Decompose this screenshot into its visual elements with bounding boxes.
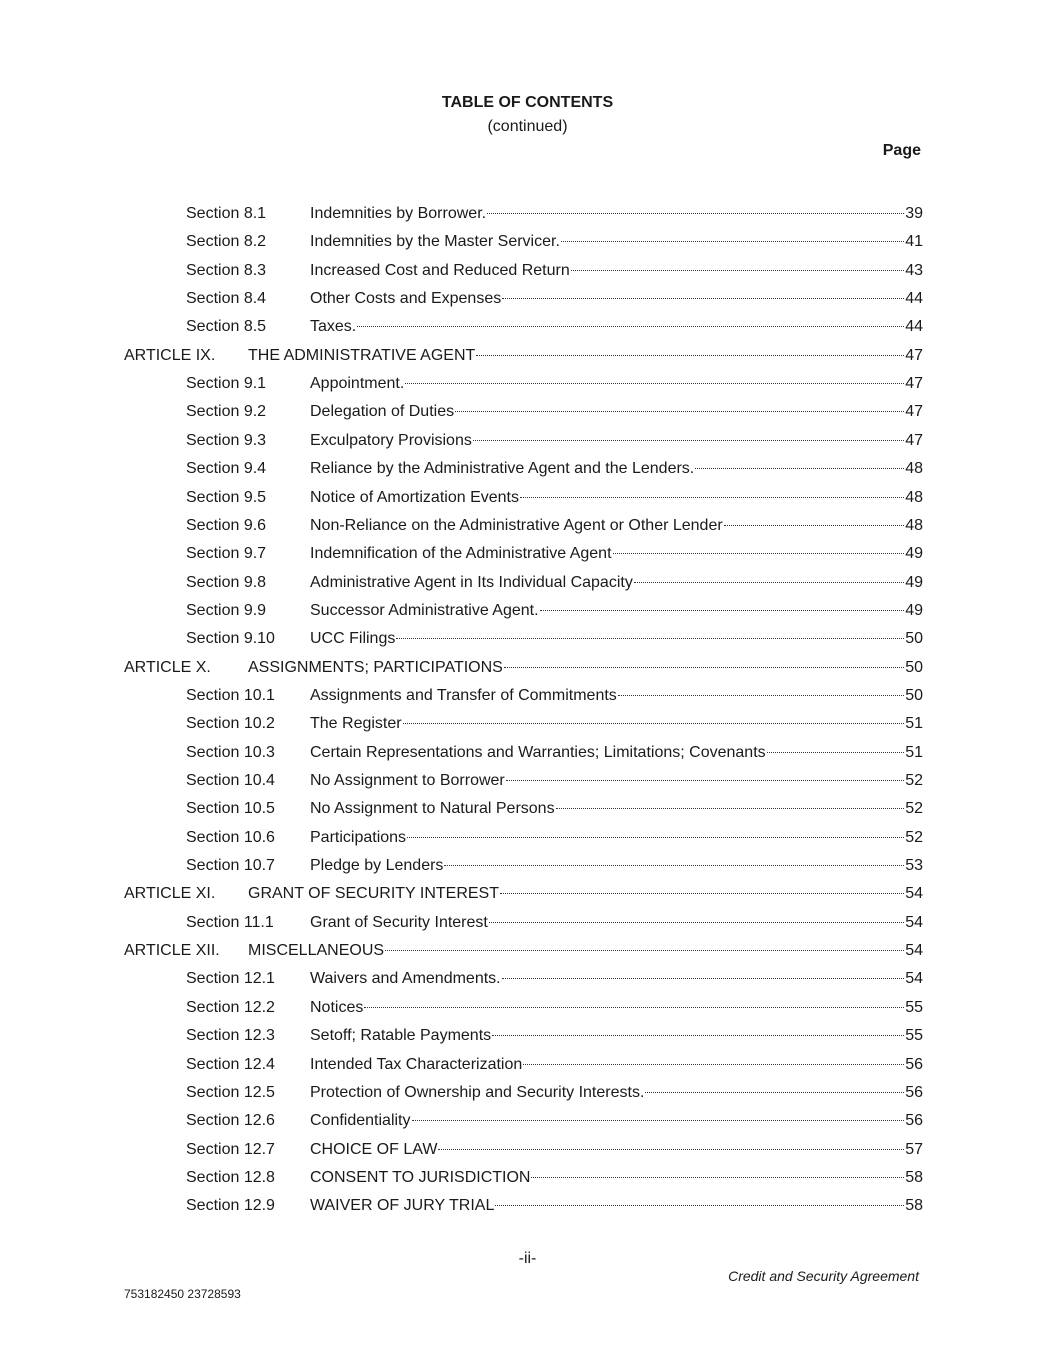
toc-entry-page: 47 (905, 431, 923, 449)
toc-entry-page: 54 (905, 970, 923, 988)
toc-section-row[interactable] (186, 398, 923, 426)
dot-leader (487, 213, 904, 214)
toc-entry-page: 47 (905, 375, 923, 393)
dot-leader (438, 1149, 904, 1150)
toc-section-row[interactable] (186, 597, 923, 625)
toc-entry-number: Section 12.1 (186, 970, 275, 988)
toc-entry-page: 50 (905, 658, 923, 676)
dot-leader (540, 610, 905, 611)
toc-section-row[interactable] (186, 767, 923, 795)
toc-section-row[interactable] (186, 370, 923, 398)
dot-leader (500, 893, 904, 894)
dot-leader (396, 638, 904, 639)
dot-leader (645, 1092, 904, 1093)
dot-leader (403, 723, 905, 724)
toc-entry-title: Indemnities by Borrower. (310, 205, 487, 222)
toc-entry-page: 54 (905, 885, 923, 903)
dot-leader (724, 525, 905, 526)
toc-entry-title: Exculpatory Provisions (310, 431, 472, 449)
toc-entry-title: Grant of Security Interest (310, 913, 488, 931)
dot-leader (455, 411, 904, 412)
toc-entry-number: Section 9.10 (186, 630, 275, 648)
toc-section-row[interactable] (186, 909, 923, 937)
toc-entry-page: 49 (905, 573, 923, 591)
toc-entry-page: 48 (905, 516, 923, 534)
toc-entry-number: Section 12.9 (186, 1197, 275, 1215)
toc-entry-page: 55 (905, 1027, 923, 1045)
toc-entry-number: Section 12.5 (186, 1083, 275, 1101)
toc-entry-number: Section 8.2 (186, 233, 267, 251)
toc-section-row[interactable] (186, 427, 923, 455)
footer-document-title: Credit and Security Agreement (728, 1268, 919, 1284)
toc-section-row[interactable] (186, 795, 923, 823)
toc-entry-title: Assignments and Transfer of Commitments (310, 686, 617, 704)
toc-section-row[interactable] (186, 739, 923, 767)
dot-leader (444, 865, 904, 866)
toc-section-row[interactable] (186, 682, 923, 710)
toc-section-row[interactable] (186, 994, 923, 1022)
toc-entry-number: Section 12.2 (186, 998, 275, 1016)
toc-entry-page: 53 (905, 857, 923, 875)
toc-entry-page: 48 (905, 488, 923, 506)
toc-article-row[interactable] (124, 654, 923, 682)
toc-entry-page: 56 (905, 1083, 923, 1101)
toc-entry-title: Waivers and Amendments. (310, 970, 501, 988)
toc-entry-page: 56 (905, 1112, 923, 1130)
dot-leader (520, 497, 904, 498)
dot-leader (506, 780, 904, 781)
toc-entry-page: 49 (905, 545, 923, 563)
toc-entry-title: Other Costs and Expenses (310, 290, 502, 308)
toc-entry-page: 50 (905, 630, 923, 648)
toc-section-row[interactable] (186, 512, 923, 540)
toc-entry-number: Section 9.7 (186, 545, 267, 563)
toc-entry-page: 50 (905, 686, 923, 704)
toc-entry-page: 57 (905, 1140, 923, 1158)
toc-entry-number: Section 9.9 (186, 601, 267, 619)
toc-entry-title: WAIVER OF JURY TRIAL (310, 1197, 495, 1215)
toc-entry-number: Section 12.3 (186, 1027, 275, 1045)
toc-entry-title: CHOICE OF LAW (310, 1140, 438, 1158)
toc-entry-page: 44 (905, 290, 923, 308)
dot-leader (407, 837, 904, 838)
toc-entry-title: MISCELLANEOUS (248, 942, 385, 960)
dot-leader (556, 808, 905, 809)
dot-leader (502, 298, 904, 299)
toc-section-row[interactable] (186, 484, 923, 512)
toc-article-row[interactable] (124, 937, 923, 965)
toc-entry-title: Notices (310, 998, 364, 1016)
toc-entry-number: Section 8.1 (186, 205, 267, 222)
toc-entry-page: 58 (905, 1168, 923, 1186)
toc-entry-number: Section 10.1 (186, 686, 275, 704)
toc-entry-title: Pledge by Lenders (310, 857, 444, 875)
dot-leader (613, 553, 905, 554)
toc-entry-number: Section 12.6 (186, 1112, 275, 1130)
toc-entry-title: THE ADMINISTRATIVE AGENT (248, 346, 476, 364)
toc-entry-number: Section 8.3 (186, 261, 267, 279)
toc-entry-number: Section 10.7 (186, 857, 275, 875)
toc-entry-number: Section 9.4 (186, 460, 267, 478)
toc-section-row[interactable] (186, 569, 923, 597)
toc-entry-page: 54 (905, 913, 923, 931)
dot-leader (405, 383, 904, 384)
toc-entry-title: Certain Representations and Warranties; Limitations; Covenants (310, 743, 766, 761)
toc-section-row[interactable] (186, 455, 923, 483)
dot-leader (504, 667, 904, 668)
toc-section-row[interactable] (186, 1136, 923, 1164)
toc-section-row[interactable] (186, 1022, 923, 1050)
toc-entry-number: ARTICLE IX. (124, 346, 216, 364)
toc-section-row[interactable] (186, 852, 923, 880)
toc-entry-title: Non-Reliance on the Administrative Agent or Other Lender (310, 516, 723, 534)
toc-entry-title: ASSIGNMENTS; PARTICIPATIONS (248, 658, 503, 676)
dot-leader (523, 1064, 904, 1065)
toc-entry-page: 52 (905, 772, 923, 789)
dot-leader (492, 1035, 904, 1036)
toc-entry-page: 47 (905, 403, 923, 421)
toc-section-row[interactable] (186, 228, 923, 256)
toc-section-row[interactable] (186, 965, 923, 993)
dot-leader (571, 270, 904, 271)
toc-entry-title: Confidentiality (310, 1112, 411, 1130)
toc-entry-number: Section 9.8 (186, 573, 267, 591)
toc-entry-number: Section 12.8 (186, 1168, 275, 1186)
dot-leader (531, 1177, 904, 1178)
toc-entry-title: Notice of Amortization Events (310, 488, 519, 506)
toc-entry-page: 43 (905, 261, 923, 279)
toc-entry-page: 49 (905, 601, 923, 619)
toc-entry-title: Appointment. (310, 375, 405, 393)
toc-entry-title: Indemnities by the Master Servicer. (310, 233, 560, 251)
dot-leader (357, 326, 904, 327)
toc-section-row[interactable] (186, 1079, 923, 1107)
toc-section-row[interactable] (186, 540, 923, 568)
toc-entry-title: Administrative Agent in Its Individual Capacity (310, 573, 633, 591)
toc-entry-title: Taxes. (310, 318, 357, 336)
toc-section-row[interactable] (186, 1164, 923, 1192)
toc-entry-number: Section 8.5 (186, 318, 267, 336)
toc-entry-number: Section 12.7 (186, 1140, 275, 1158)
toc-entry-number: Section 11.1 (186, 913, 274, 931)
dot-leader (695, 468, 904, 469)
dot-leader (476, 355, 904, 356)
page-column-header: Page (882, 142, 921, 159)
toc-entry-number: Section 10.2 (186, 715, 275, 733)
toc-section-row[interactable] (186, 313, 923, 341)
toc-article-row[interactable] (124, 880, 923, 908)
toc-entry-title: Increased Cost and Reduced Return (310, 261, 570, 279)
toc-entry-title: Delegation of Duties (310, 403, 455, 421)
dot-leader (473, 440, 904, 441)
toc-entry-number: Section 10.6 (186, 828, 275, 846)
toc-section-row[interactable] (186, 285, 923, 313)
toc-entry-number: Section 9.6 (186, 516, 267, 534)
toc-entry-page: 39 (905, 205, 923, 222)
toc-entry-page: 48 (905, 460, 923, 478)
toc-entry-number: Section 8.4 (186, 290, 267, 308)
toc-entry-title: CONSENT TO JURISDICTION (310, 1168, 531, 1186)
toc-section-row[interactable] (186, 1192, 923, 1220)
toc-entry-title: GRANT OF SECURITY INTEREST (248, 885, 499, 903)
toc-entry-number: ARTICLE XI. (124, 885, 216, 903)
toc-entry-title: Indemnification of the Administrative Agent (310, 545, 612, 563)
toc-entry-page: 44 (905, 318, 923, 336)
toc-entry-number: ARTICLE X. (124, 658, 211, 676)
toc-entry-number: Section 10.4 (186, 772, 275, 789)
dot-leader (495, 1205, 904, 1206)
toc-entry-page: 51 (905, 743, 923, 761)
toc-entry-title: Reliance by the Administrative Agent and the Lenders. (310, 460, 695, 478)
dot-leader (767, 752, 905, 753)
toc-section-row[interactable] (186, 625, 923, 653)
toc-entry-page: 54 (905, 942, 923, 960)
dot-leader (502, 978, 905, 979)
toc-entry-page: 52 (905, 800, 923, 818)
toc-entry-title: No Assignment to Borrower (310, 772, 505, 789)
dot-leader (634, 582, 904, 583)
toc-entry-title: The Register (310, 715, 402, 733)
toc-entry-number: Section 9.3 (186, 431, 267, 449)
dot-leader (618, 695, 904, 696)
toc-article-row[interactable] (124, 342, 923, 370)
toc-section-row[interactable] (186, 824, 923, 852)
toc-entry-title: Participations (310, 828, 407, 846)
toc-entry-number: Section 9.5 (186, 488, 267, 506)
toc-entry-page: 51 (905, 715, 923, 733)
toc-entry-title: Setoff; Ratable Payments (310, 1027, 492, 1045)
dot-leader (561, 241, 904, 242)
dot-leader (364, 1007, 904, 1008)
footer-doc-id: 753182450 23728593 (124, 1287, 241, 1301)
toc-section-row[interactable] (186, 1107, 923, 1135)
toc-entry-number: Section 10.5 (186, 800, 275, 818)
dot-leader (489, 922, 904, 923)
toc-entry-number: ARTICLE XII. (124, 942, 220, 960)
footer-page-number: -ii- (518, 1250, 537, 1267)
toc-entry-title: Protection of Ownership and Security Interests. (310, 1083, 645, 1101)
toc-section-row[interactable] (186, 710, 923, 738)
toc-entry-page: 52 (905, 828, 923, 846)
toc-entry-page: 47 (905, 346, 923, 364)
toc-title: TABLE OF CONTENTS (441, 94, 614, 111)
toc-entry-page: 55 (905, 998, 923, 1016)
dot-leader (412, 1120, 905, 1121)
toc-entry-number: Section 12.4 (186, 1055, 275, 1073)
toc-entry-number: Section 9.1 (186, 375, 267, 393)
toc-entry-page: 58 (905, 1197, 923, 1215)
toc-entry-title: Successor Administrative Agent. (310, 601, 539, 619)
toc-entry-title: UCC Filings (310, 630, 396, 648)
toc-section-row[interactable] (186, 257, 923, 285)
toc-section-row[interactable] (186, 200, 923, 228)
toc-entry-title: Intended Tax Characterization (310, 1055, 523, 1073)
toc-entry-number: Section 10.3 (186, 743, 275, 761)
toc-entry-title: No Assignment to Natural Persons (310, 800, 555, 818)
toc-entry-page: 41 (905, 233, 923, 251)
toc-subtitle: (continued) (487, 118, 568, 135)
toc-entry-number: Section 9.2 (186, 403, 267, 421)
toc-entry-page: 56 (905, 1055, 923, 1073)
toc-section-row[interactable] (186, 1051, 923, 1079)
dot-leader (385, 950, 904, 951)
